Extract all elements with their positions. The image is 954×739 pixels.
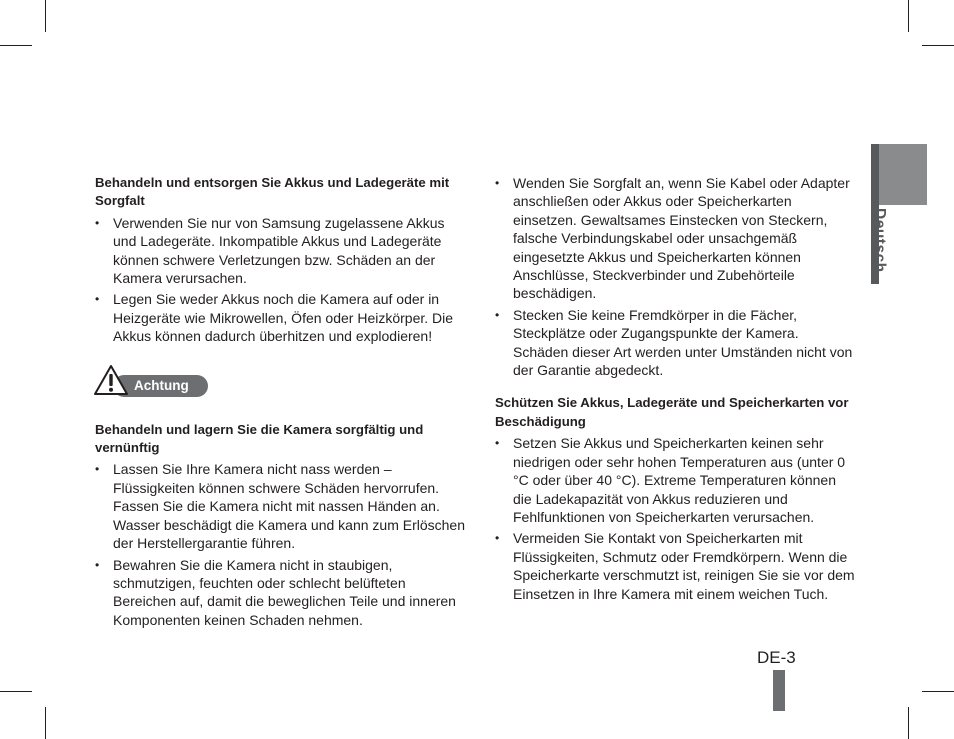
crop-mark [922,691,954,692]
bullet-list [95,460,467,629]
caution-label-badge [93,363,467,407]
page-number-bar [773,670,785,711]
right-column [495,174,857,606]
crop-mark [0,45,32,46]
side-tab-label: Deutsch [871,208,888,273]
bullet-list [495,434,857,603]
list-item: • Setzen Sie Akkus und Speicherkarten keinen sehr niedrigen oder sehr hohen Temperaturen aus (unter 0 °C oder über 40 °C). Extreme Temperaturen können die Ladekapazität von Akkus reduzieren und Fehlfunktionen von Speicherkarten verursachen. [495,434,857,526]
bullet-list [95,214,467,346]
list-item: • Wenden Sie Sorgfalt an, wenn Sie Kabel oder Adapter anschließen oder Akkus oder Speicherkarten einsetzen. Gewaltsames Einstecken von Steckern, falsche Verbindungskabel oder unsachgemäß eingesetzte Akkus und Speicherkarten können Anschlüsse, Steckverbinder und Zubehörteile beschädigen. [495,174,857,303]
crop-mark [908,707,909,739]
list-item: • Legen Sie weder Akkus noch die Kamera auf oder in Heizgeräte wie Mikrowellen, Öfen oder Heizkörper. Die Akkus können dadurch überhitzen und explodieren! [95,290,467,345]
list-item: • Stecken Sie keine Fremdkörper in die Fächer, Steckplätze oder Zugangspunkte der Kamera. Schäden dieser Art werden unter Umständen nicht von der Garantie abgedeckt. [495,306,857,380]
crop-mark [45,0,46,32]
bullet-list [495,174,857,379]
crop-mark [0,691,32,692]
list-item: • Verwenden Sie nur von Samsung zugelassene Akkus und Ladegeräte. Inkompatible Akkus und Ladegeräte können schwere Verletzungen bzw. Schäden an der Kamera verursachen. [95,214,467,288]
crop-mark [922,45,954,46]
crop-mark [45,707,46,739]
list-item: • Bewahren Sie die Kamera nicht in staubigen, schmutzigen, feuchten oder schlecht belüfteten Bereichen auf, damit die beweglichen Teile und inneren Komponenten keinen Schaden nehmen. [95,556,467,630]
list-item: • Vermeiden Sie Kontakt von Speicherkarten mit Flüssigkeiten, Schmutz oder Fremdkörpern. Wenn die Speicherkarte verschmutzt ist, reinigen Sie sie vor dem Einsetzen in Ihre Kamera mit einem weichen Tuch. [495,529,857,603]
section-heading: Behandeln und entsorgen Sie Akkus und Ladegeräte mit Sorgfalt [95,175,450,209]
caution-text: Achtung [134,377,189,393]
spacer [495,382,857,394]
list-item: • Lassen Sie Ihre Kamera nicht nass werden – Flüssigkeiten können schwere Schäden hervorrufen. Fassen Sie die Kamera nicht mit nassen Händen an. Wasser beschädigt die Kamera und kann zum Erlöschen der Herstellergarantie führen. [95,460,467,552]
spacer [95,349,467,361]
page-number: DE-3 [757,648,796,667]
crop-mark [908,0,909,32]
spacer [95,409,467,421]
section-heading: Schützen Sie Akkus, Ladegeräte und Speicherkarten vor Beschädigung [495,395,849,429]
left-column [95,174,467,632]
side-tab-block [871,144,927,205]
warning-triangle-icon [93,363,129,397]
section-heading: Behandeln und lagern Sie die Kamera sorgfältig und vernünftig [95,421,424,456]
